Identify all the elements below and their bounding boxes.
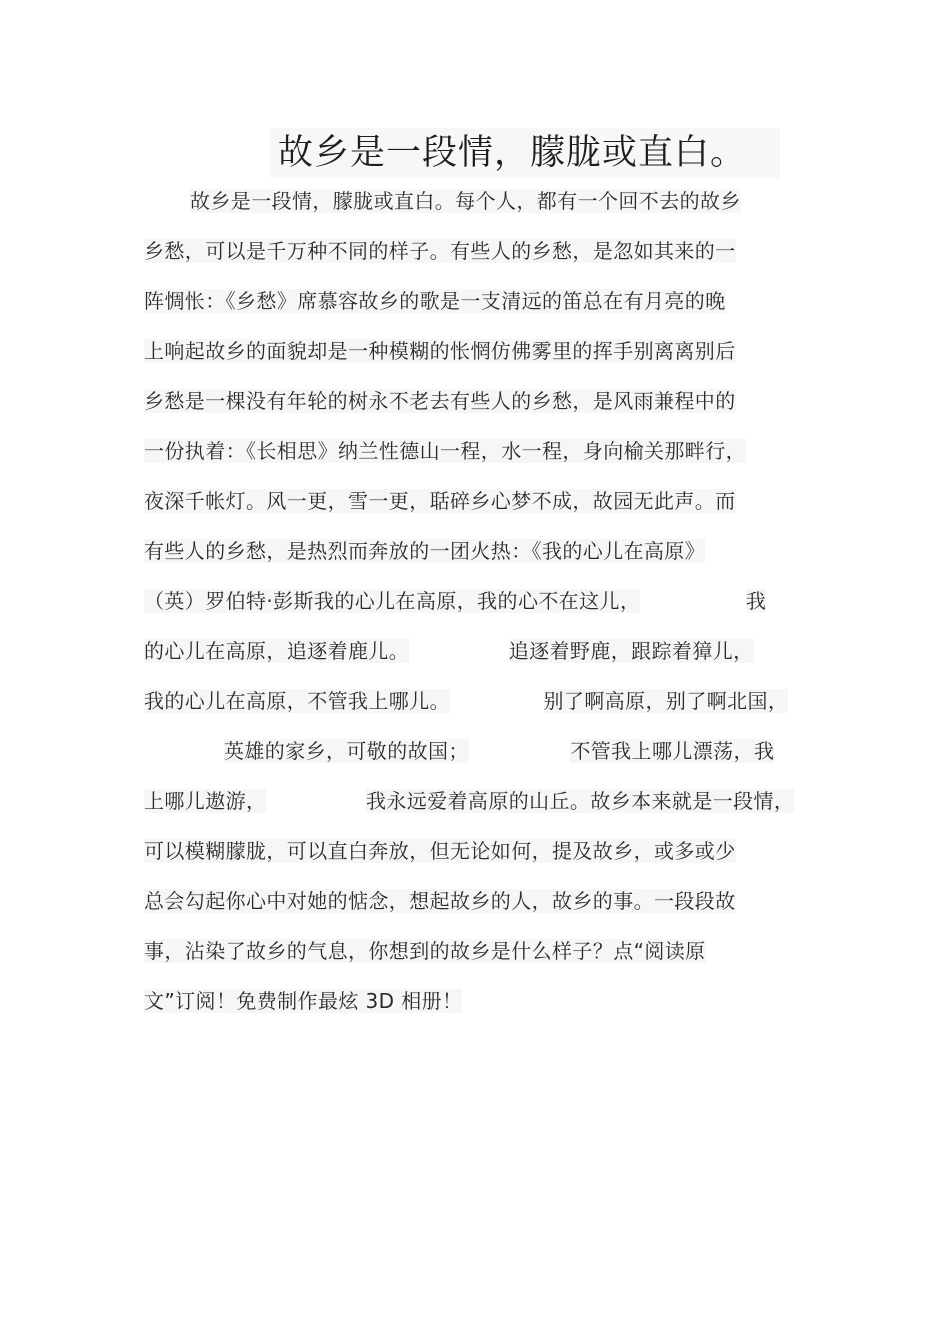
line-text: 总会勾起你心中对她的惦念，想起故乡的人，故乡的事。一段段故 — [144, 889, 736, 913]
line-text: 故乡是一段情，朦胧或直白。每个人，都有一个回不去的故乡 — [190, 189, 741, 213]
line-text: 别了啊高原，别了啊北国， — [543, 689, 789, 713]
line-text: 一份执着：《长相思》纳兰性德山一程，水一程，身向榆关那畔行， — [144, 439, 746, 463]
paragraph-line — [144, 376, 844, 426]
line-text: 可以模糊朦胧，可以直白奔放，但无论如何，提及故乡，或多或少 — [144, 839, 736, 863]
paragraph-line — [144, 176, 844, 226]
line-text: 上响起故乡的面貌却是一种模糊的怅惘仿佛雾里的挥手别离离别后 — [144, 339, 736, 363]
poem-line — [144, 576, 844, 626]
paragraph-line — [144, 926, 844, 976]
line-text: 阵惆怅：《乡愁》席慕容故乡的歌是一支清远的笛总在有月亮的晚 — [144, 289, 726, 313]
line-text: 的心儿在高原，追逐着鹿儿。 — [144, 639, 410, 663]
line-text: 事，沾染了故乡的气息，你想到的故乡是什么样子？点“阅读原 — [144, 939, 706, 963]
line-text: 我永远爱着高原的山丘。故乡本来就是一段情， — [365, 789, 795, 813]
paragraph-line — [144, 326, 844, 376]
line-text: 乡愁，可以是千万种不同的样子。有些人的乡愁，是忽如其来的一 — [144, 239, 736, 263]
line-text: 英雄的家乡，可敬的故国； — [224, 739, 469, 763]
poem-line — [144, 726, 844, 776]
line-text: （英）罗伯特·彭斯我的心儿在高原，我的心不在这儿， — [144, 589, 641, 613]
line-text: 追逐着野鹿，跟踪着獐儿， — [508, 639, 754, 663]
paragraph-line — [144, 876, 844, 926]
paragraph-line — [144, 476, 844, 526]
line-text: 夜深千帐灯。风一更，雪一更，聒碎乡心梦不成，故园无此声。而 — [144, 489, 736, 513]
line-text: 文”订阅！免费制作最炫 3D 相册！ — [144, 989, 463, 1013]
article-body — [144, 176, 844, 1026]
line-text: 我 — [745, 589, 767, 613]
paragraph-line — [144, 826, 844, 876]
poem-line — [144, 676, 844, 726]
line-text: 上哪儿遨游， — [144, 789, 267, 813]
paragraph-line — [144, 276, 844, 326]
line-text: 我的心儿在高原，不管我上哪儿。 — [144, 689, 450, 713]
line-text: 不管我上哪儿漂荡，我 — [570, 739, 775, 763]
page-title: 故乡是一段情，朦胧或直白。 — [270, 128, 780, 178]
paragraph-line — [144, 226, 844, 276]
poem-line — [144, 626, 844, 676]
line-text: 乡愁是一棵没有年轮的树永不老去有些人的乡愁，是风雨兼程中的 — [144, 389, 736, 413]
paragraph-line — [144, 426, 844, 476]
paragraph-line — [144, 526, 844, 576]
line-text: 有些人的乡愁，是热烈而奔放的一团火热：《我的心儿在高原》 — [144, 539, 706, 563]
paragraph-line — [144, 976, 844, 1026]
poem-line — [144, 776, 844, 826]
